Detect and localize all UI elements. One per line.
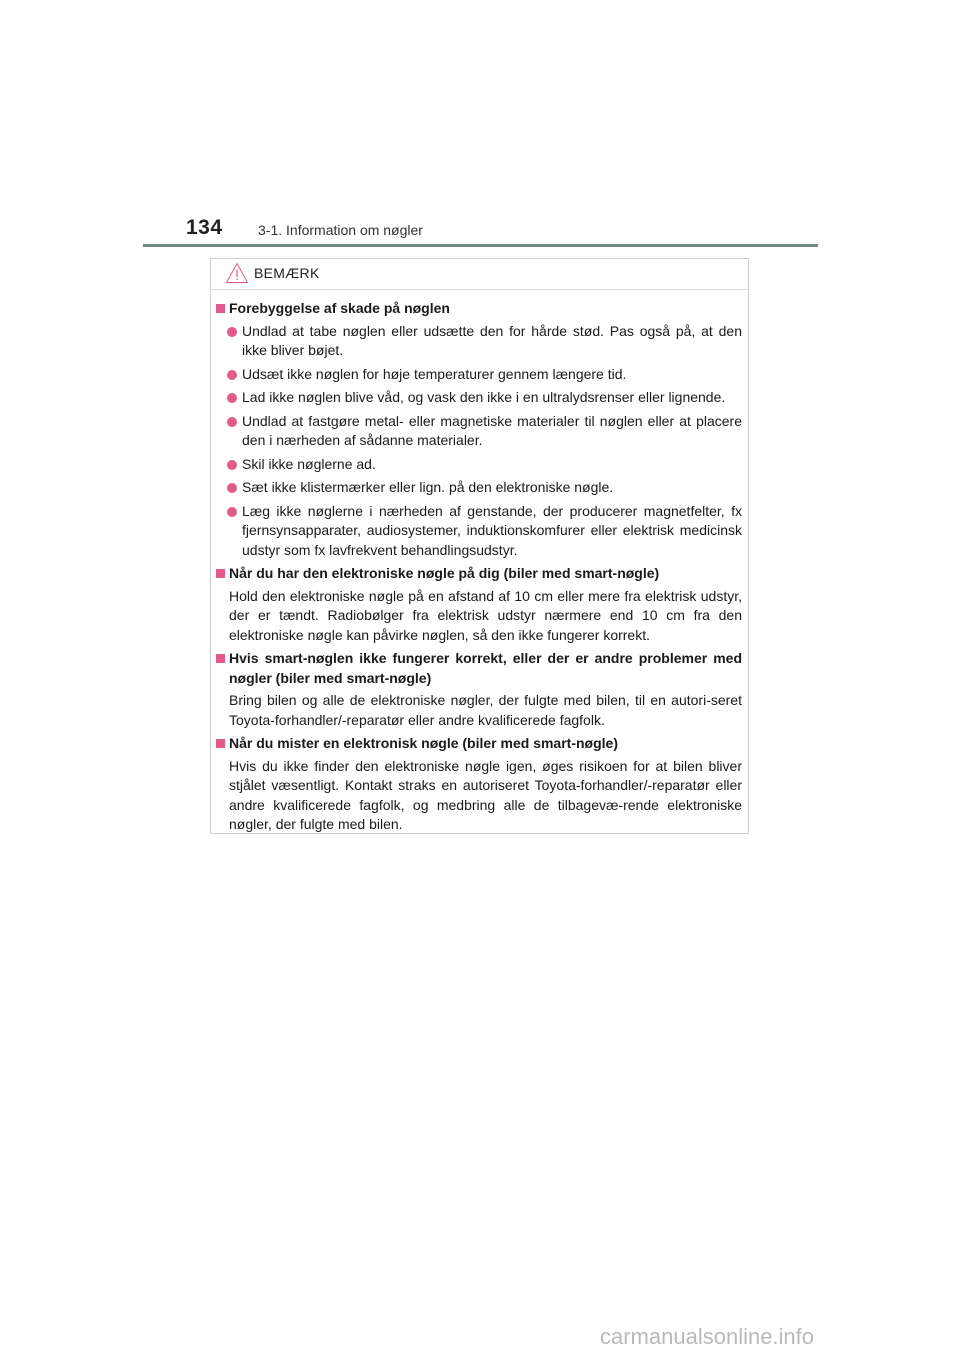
list-item-text: Undlad at tabe nøglen eller udsætte den for hårde stød. Pas også på, at den ikke bliver bøjet. (242, 322, 742, 358)
section-heading-text: Når du mister en elektronisk nøgle (biler med smart-nøgle) (229, 735, 618, 751)
section-heading-text: Hvis smart-nøglen ikke fungerer korrekt, eller der er andre problemer med nøgler (biler med smart-nøgle) (229, 650, 742, 686)
circle-bullet-icon (227, 370, 237, 380)
square-bullet-icon (216, 569, 225, 578)
section-heading (211, 564, 748, 584)
section-title: 3-1. Information om nøgler (258, 222, 423, 238)
watermark[interactable]: carmanualsonline.info (600, 1324, 815, 1349)
circle-bullet-icon (227, 417, 237, 427)
header-rule (143, 244, 818, 247)
circle-bullet-icon (227, 327, 237, 337)
section-heading (211, 649, 748, 688)
notice-box (210, 258, 749, 834)
square-bullet-icon (216, 304, 225, 313)
list-item (211, 478, 748, 498)
section-heading-text: Forebyggelse af skade på nøglen (229, 300, 450, 316)
list-item-text: Læg ikke nøglerne i nærheden af genstande, der producerer magnetfelter, fx fjernsynsapparater, audiosystemer, induktionskomfurer eller elektrisk medicinsk udstyr som fx lavfrekvent behandlingsudstyr. (242, 502, 742, 558)
circle-bullet-icon (227, 483, 237, 493)
circle-bullet-icon (227, 460, 237, 470)
list-item-text: Lad ikke nøglen blive våd, og vask den ikke i en ultralydsrenser eller lignende. (242, 389, 726, 405)
list-item-text: Undlad at fastgøre metal- eller magnetiske materialer til nøglen eller at placere den i nærheden af sådanne materialer. (242, 412, 742, 448)
page-number: 134 (186, 216, 223, 239)
section-heading (211, 299, 748, 319)
list-item (211, 322, 748, 361)
list-item-text: Sæt ikke klistermærker eller lign. på den elektroniske nøgle. (242, 479, 614, 495)
section-paragraph: Hold den elektroniske nøgle på en afstand af 10 cm eller mere fra elektrisk udstyr, der er tændt. Radiobølger fra elektrisk udstyr nærmere end 10 cm fra den elektroniske nøgle kan påvirke nøglen, så den ikke fungerer korrekt. (229, 587, 742, 643)
circle-bullet-icon (227, 507, 237, 517)
list-item (211, 388, 748, 408)
list-item-text: Skil ikke nøglerne ad. (242, 455, 376, 472)
notice-content (211, 299, 748, 839)
square-bullet-icon (216, 739, 225, 748)
section-heading-text: Når du har den elektroniske nøgle på dig (biler med smart-nøgle) (229, 565, 660, 581)
list-item (211, 365, 748, 385)
notice-label: BEMÆRK (254, 265, 320, 281)
notice-header (211, 259, 748, 290)
list-item (211, 412, 748, 451)
square-bullet-icon (216, 654, 225, 663)
warning-triangle-icon (225, 262, 249, 284)
list-item-text: Udsæt ikke nøglen for høje temperaturer gennem længere tid. (242, 365, 627, 382)
circle-bullet-icon (227, 393, 237, 403)
list-item (211, 502, 748, 561)
section-paragraph: Bring bilen og alle de elektroniske nøgler, der fulgte med bilen, til en autori-seret Toyota-forhandler/-reparatør eller andre kvalificerede fagfolk. (229, 692, 742, 728)
section-heading (211, 734, 748, 754)
section-paragraph: Hvis du ikke finder den elektroniske nøgle igen, øges risikoen for at bilen bliver stjålet væsentligt. Kontakt straks en autoriseret Toyota-forhandler/-reparatør eller andre kvalificerede fagfolk, og medbring alle de tilbagevæ-rende elektroniske nøgler, der fulgte med bilen. (229, 757, 742, 832)
list-item (211, 455, 748, 475)
